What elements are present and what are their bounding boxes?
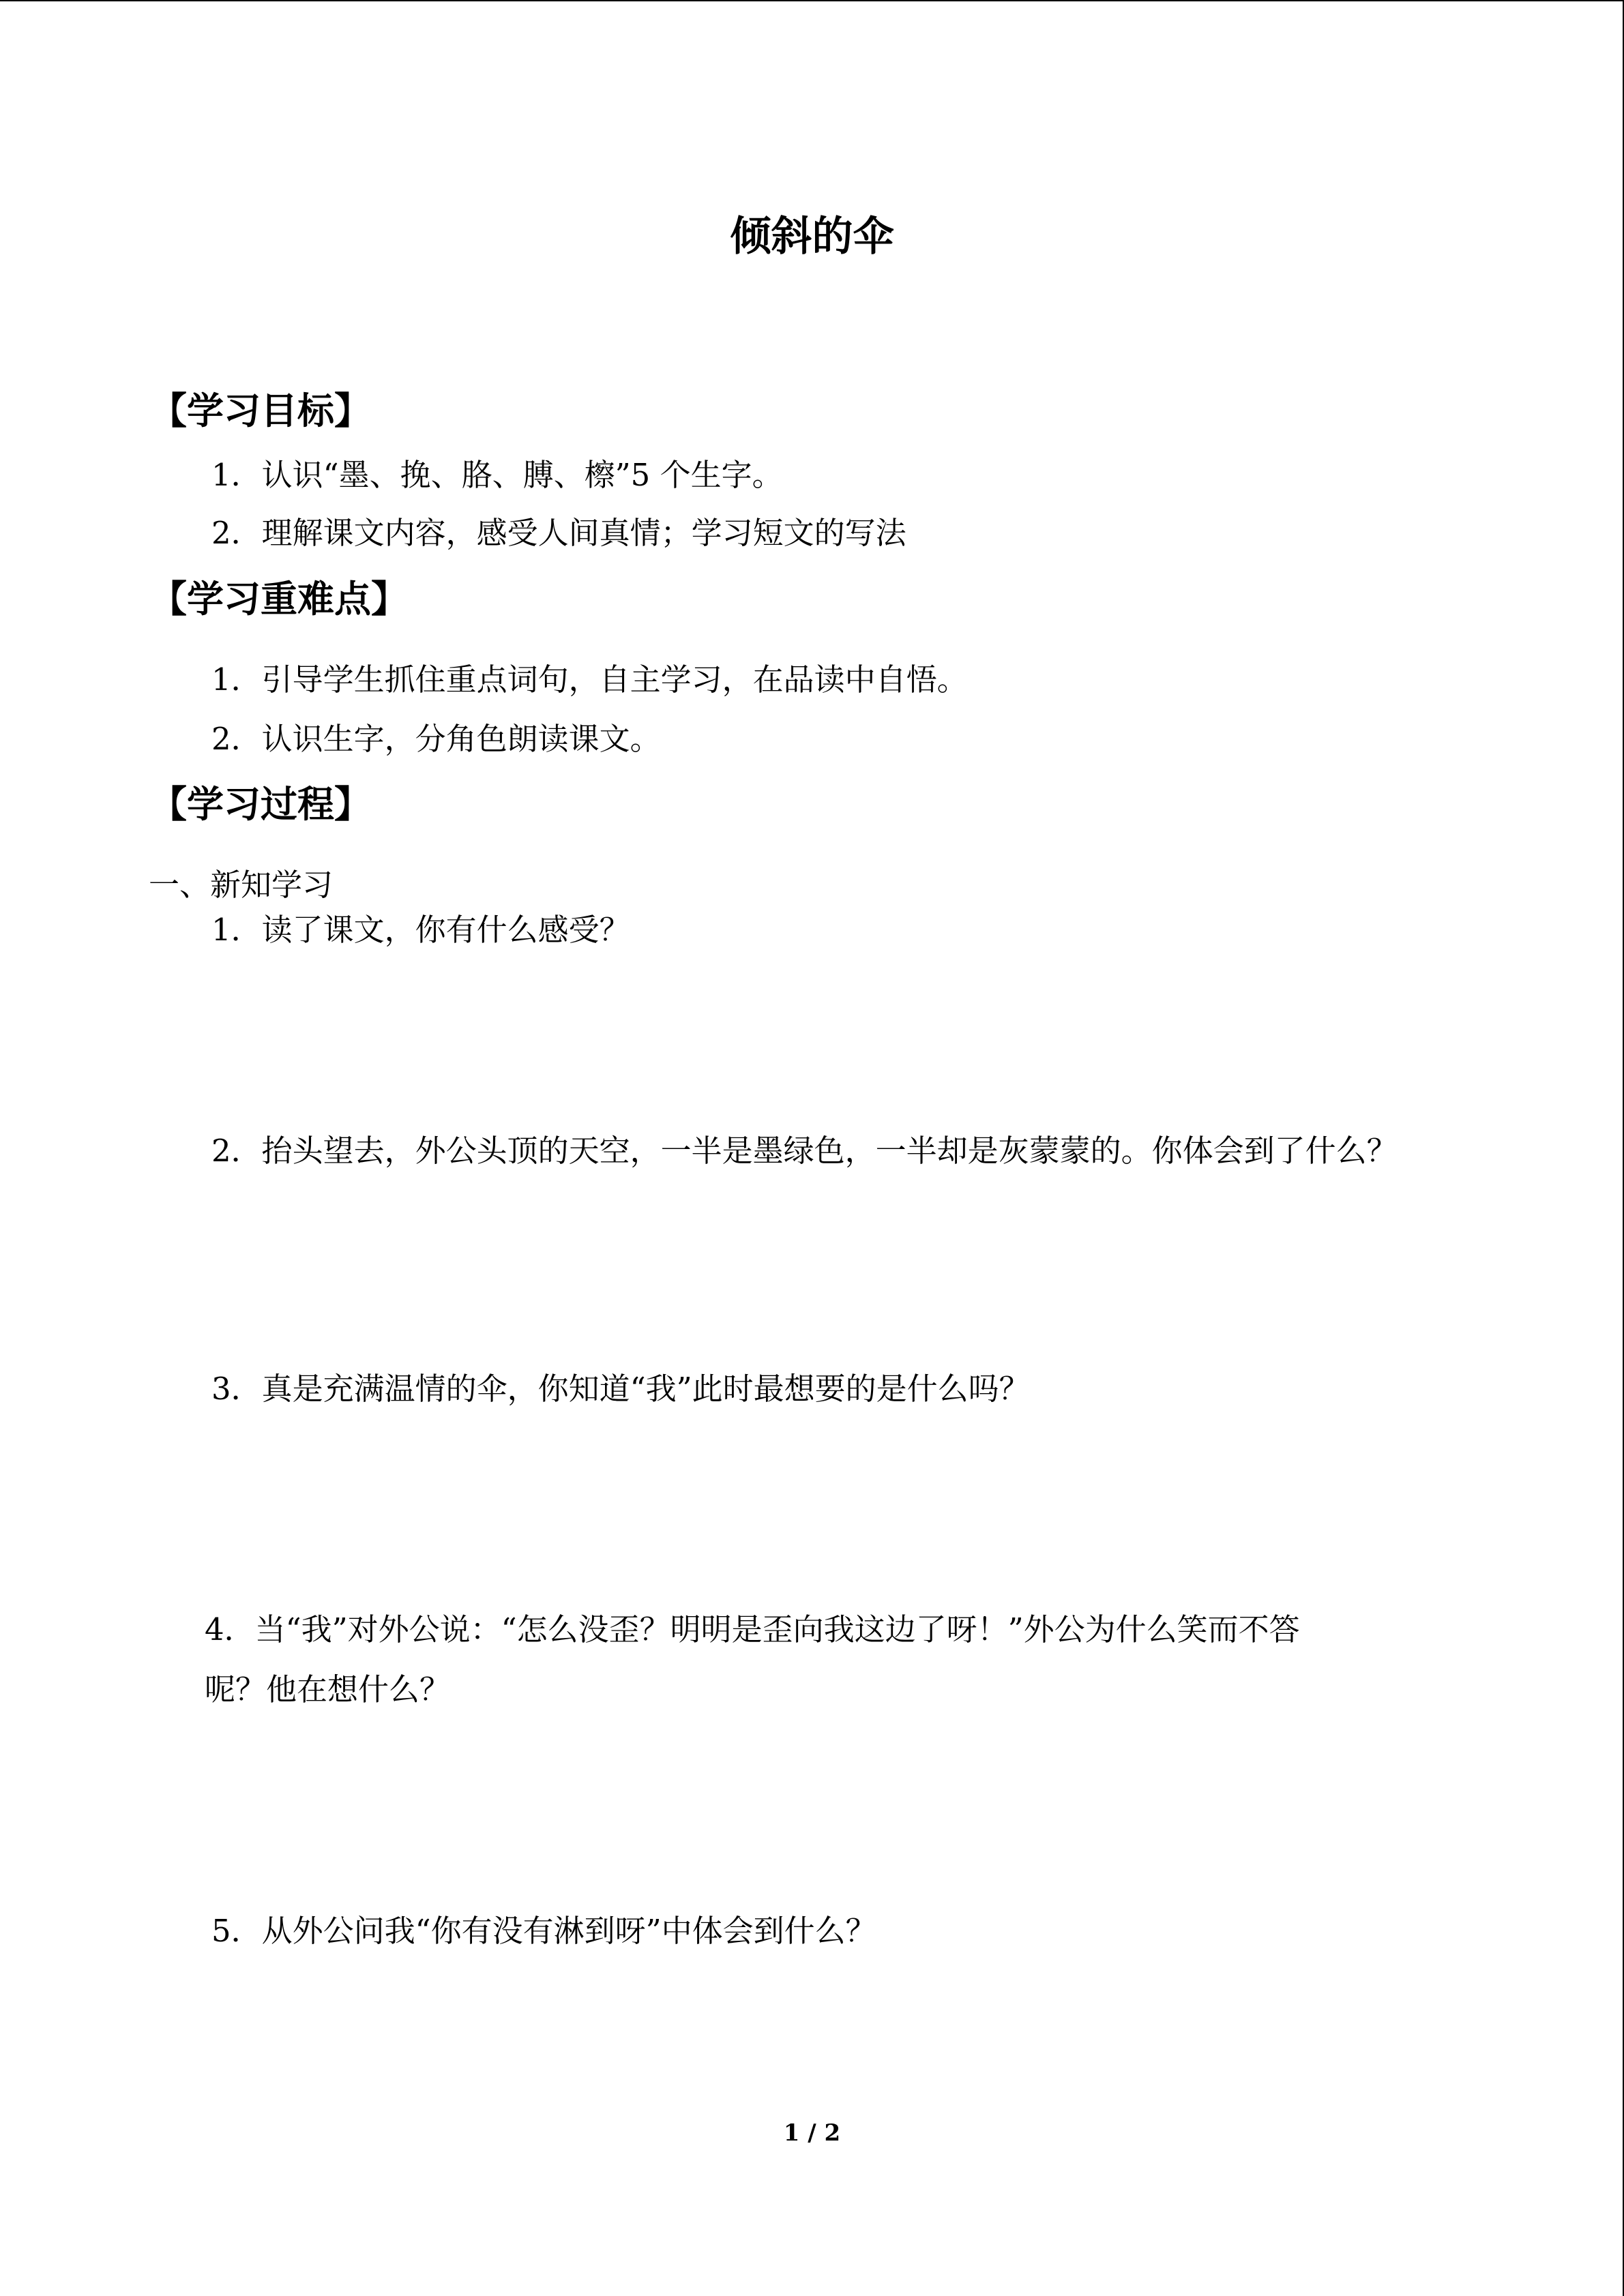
question-2: 2．抬头望去，外公头顶的天空，一半是墨绿色，一半却是灰蒙蒙的。你体会到了什么？ — [211, 1133, 1398, 1169]
section-label: 一、新知学习 — [149, 867, 334, 903]
question-5: 5．从外公问我“你有没有淋到呀”中体会到什么？ — [211, 1913, 876, 1949]
heading-objectives: 【学习目标】 — [150, 389, 371, 432]
question-3: 3．真是充满温情的伞，你知道“我”此时最想要的是什么吗？ — [211, 1371, 1030, 1407]
page-title: 倾斜的伞 — [730, 213, 894, 260]
key-point-item-2: 2．认识生字，分角色朗读课文。 — [211, 721, 661, 757]
heading-process: 【学习过程】 — [150, 783, 371, 826]
question-4-continued: 呢？他在想什么？ — [205, 1671, 451, 1708]
page-number: 1 / 2 — [783, 2119, 841, 2147]
question-1: 1．读了课文，你有什么感受？ — [211, 912, 630, 948]
objective-item-2: 2．理解课文内容，感受人间真情；学习短文的写法 — [211, 515, 906, 551]
question-4: 4．当“我”对外公说：“怎么没歪？明明是歪向我这边了呀！”外公为什么笑而不答 — [205, 1611, 1300, 1648]
objective-item-1: 1．认识“墨、挽、胳、膊、檫”5 个生字。 — [211, 457, 783, 493]
heading-key-points: 【学习重难点】 — [150, 578, 408, 621]
key-point-item-1: 1．引导学生抓住重点词句，自主学习，在品读中自悟。 — [211, 661, 968, 698]
